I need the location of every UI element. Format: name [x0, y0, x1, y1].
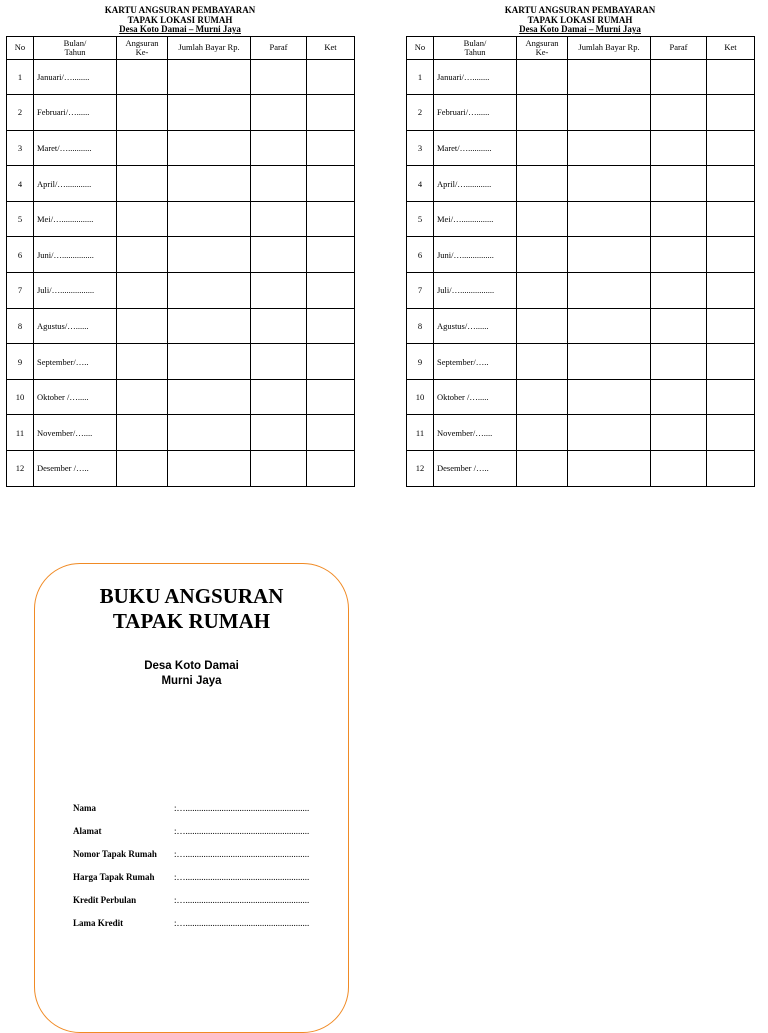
table-row	[7, 95, 355, 131]
row-ket	[307, 201, 355, 237]
table-row	[407, 166, 755, 202]
row-bulan: Februari/…......	[434, 95, 517, 131]
row-paraf	[651, 59, 707, 95]
row-paraf	[651, 201, 707, 237]
form-row	[73, 796, 314, 819]
row-jumlah	[568, 59, 651, 95]
table-row	[7, 308, 355, 344]
row-ket	[707, 95, 755, 131]
table-row	[407, 95, 755, 131]
cover-form	[73, 796, 314, 934]
row-ket	[307, 415, 355, 451]
card-title-line1: KARTU ANGSURAN PEMBAYARAN	[104, 5, 256, 15]
row-bulan: Januari/…........	[34, 59, 117, 95]
row-ket	[707, 451, 755, 487]
row-bulan: Juni/…...............	[34, 237, 117, 273]
cover-title-line2: TAPAK RUMAH	[112, 609, 271, 633]
row-bulan: Desember /…..	[34, 451, 117, 487]
cover-title-line1: BUKU ANGSURAN	[99, 584, 284, 608]
row-paraf	[251, 273, 307, 309]
row-bulan: Maret/…...........	[34, 130, 117, 166]
row-angsuran	[117, 415, 168, 451]
cover-subtitle-line2: Murni Jaya	[161, 675, 222, 687]
row-jumlah	[168, 451, 251, 487]
row-jumlah	[568, 201, 651, 237]
row-no: 7	[7, 273, 34, 309]
row-bulan: September/…..	[434, 344, 517, 380]
row-ket	[707, 201, 755, 237]
row-paraf	[251, 201, 307, 237]
row-jumlah	[568, 237, 651, 273]
header-bulan: Bulan/ Tahun	[434, 36, 517, 59]
header-paraf: Paraf	[251, 36, 307, 59]
row-ket	[707, 237, 755, 273]
row-paraf	[251, 166, 307, 202]
row-no: 2	[7, 95, 34, 131]
row-angsuran	[117, 95, 168, 131]
row-jumlah	[168, 379, 251, 415]
form-row	[73, 865, 314, 888]
table-header-row	[407, 36, 755, 59]
form-label: Kredit Perbulan	[73, 894, 137, 905]
row-jumlah	[168, 201, 251, 237]
row-angsuran	[117, 379, 168, 415]
row-angsuran	[517, 415, 568, 451]
row-paraf	[651, 237, 707, 273]
row-no: 12	[407, 451, 434, 487]
row-no: 1	[407, 59, 434, 95]
row-ket	[307, 59, 355, 95]
table-row	[7, 59, 355, 95]
table-row	[7, 237, 355, 273]
row-jumlah	[568, 344, 651, 380]
row-jumlah	[568, 451, 651, 487]
row-ket	[307, 308, 355, 344]
row-jumlah	[568, 130, 651, 166]
row-bulan: April/…............	[34, 166, 117, 202]
card-title-line3: Desa Koto Damai – Murni Jaya	[519, 24, 641, 34]
installment-table	[406, 36, 755, 487]
row-no: 9	[407, 344, 434, 380]
row-angsuran	[117, 59, 168, 95]
row-paraf	[251, 344, 307, 380]
row-bulan: Juli/…................	[434, 273, 517, 309]
row-angsuran	[517, 451, 568, 487]
row-paraf	[651, 273, 707, 309]
row-no: 10	[407, 379, 434, 415]
header-jumlah: Jumlah Bayar Rp.	[568, 36, 651, 59]
row-paraf	[251, 237, 307, 273]
card-title	[6, 6, 354, 35]
row-ket	[707, 130, 755, 166]
row-ket	[307, 95, 355, 131]
row-no: 10	[7, 379, 34, 415]
header-jumlah: Jumlah Bayar Rp.	[168, 36, 251, 59]
row-no: 8	[407, 308, 434, 344]
form-fill-line: :….......................................................	[174, 825, 310, 836]
row-ket	[307, 451, 355, 487]
row-no: 5	[407, 201, 434, 237]
table-header-row	[7, 36, 355, 59]
row-bulan: Mei/…...............	[434, 201, 517, 237]
table-row	[407, 201, 755, 237]
row-angsuran	[517, 344, 568, 380]
table-row	[7, 273, 355, 309]
row-paraf	[251, 451, 307, 487]
row-bulan: Mei/…...............	[34, 201, 117, 237]
form-row	[73, 911, 314, 934]
table-row	[7, 166, 355, 202]
row-ket	[307, 344, 355, 380]
table-row	[407, 130, 755, 166]
row-bulan: Juli/…................	[34, 273, 117, 309]
card-title-line3: Desa Koto Damai – Murni Jaya	[119, 24, 241, 34]
row-paraf	[651, 379, 707, 415]
table-row	[7, 344, 355, 380]
form-row	[73, 888, 314, 911]
row-no: 12	[7, 451, 34, 487]
row-jumlah	[168, 130, 251, 166]
row-jumlah	[568, 415, 651, 451]
row-no: 6	[407, 237, 434, 273]
cover-title	[35, 584, 348, 634]
cover-subtitle-line1: Desa Koto Damai	[144, 660, 239, 672]
row-paraf	[251, 308, 307, 344]
table-row	[407, 273, 755, 309]
card-title-line2: TAPAK LOKASI RUMAH	[527, 14, 633, 25]
form-row	[73, 842, 314, 865]
row-no: 3	[407, 130, 434, 166]
row-paraf	[651, 166, 707, 202]
row-angsuran	[117, 237, 168, 273]
row-jumlah	[568, 166, 651, 202]
row-no: 2	[407, 95, 434, 131]
header-ket: Ket	[707, 36, 755, 59]
row-angsuran	[117, 308, 168, 344]
row-bulan: November/…....	[34, 415, 117, 451]
row-bulan: Oktober /….....	[34, 379, 117, 415]
row-ket	[707, 379, 755, 415]
row-paraf	[651, 451, 707, 487]
row-bulan: November/…....	[434, 415, 517, 451]
row-angsuran	[517, 166, 568, 202]
row-bulan: Agustus/…......	[434, 308, 517, 344]
row-bulan: Agustus/…......	[34, 308, 117, 344]
row-jumlah	[568, 273, 651, 309]
form-label: Nama	[73, 802, 96, 813]
row-ket	[307, 130, 355, 166]
table-row	[7, 415, 355, 451]
row-angsuran	[117, 201, 168, 237]
row-angsuran	[517, 308, 568, 344]
row-bulan: April/…............	[434, 166, 517, 202]
card-title-line1: KARTU ANGSURAN PEMBAYARAN	[504, 5, 656, 15]
row-angsuran	[117, 130, 168, 166]
cover-subtitle	[35, 659, 348, 689]
form-label: Alamat	[73, 825, 102, 836]
row-jumlah	[168, 59, 251, 95]
row-angsuran	[117, 344, 168, 380]
row-angsuran	[517, 95, 568, 131]
row-ket	[307, 237, 355, 273]
header-angsuran: Angsuran Ke-	[517, 36, 568, 59]
form-fill-line: :….......................................................	[174, 871, 310, 882]
row-no: 1	[7, 59, 34, 95]
row-jumlah	[568, 379, 651, 415]
header-bulan: Bulan/ Tahun	[34, 36, 117, 59]
table-row	[7, 130, 355, 166]
row-ket	[707, 59, 755, 95]
row-bulan: Februari/…......	[34, 95, 117, 131]
form-fill-line: :….......................................................	[174, 894, 310, 905]
row-no: 4	[7, 166, 34, 202]
table-row	[407, 415, 755, 451]
header-angsuran: Angsuran Ke-	[117, 36, 168, 59]
row-jumlah	[168, 308, 251, 344]
row-ket	[707, 344, 755, 380]
row-angsuran	[517, 130, 568, 166]
row-angsuran	[517, 59, 568, 95]
row-paraf	[651, 308, 707, 344]
form-label: Harga Tapak Rumah	[73, 871, 155, 882]
table-row	[407, 379, 755, 415]
row-ket	[307, 166, 355, 202]
row-angsuran	[517, 273, 568, 309]
row-no: 6	[7, 237, 34, 273]
row-paraf	[251, 95, 307, 131]
row-ket	[707, 273, 755, 309]
row-bulan: Juni/…...............	[434, 237, 517, 273]
form-label: Lama Kredit	[73, 917, 124, 928]
header-no: No	[7, 36, 34, 59]
row-no: 4	[407, 166, 434, 202]
row-angsuran	[517, 379, 568, 415]
row-paraf	[251, 130, 307, 166]
row-no: 5	[7, 201, 34, 237]
book-cover	[34, 563, 349, 1033]
row-bulan: September/…..	[34, 344, 117, 380]
header-paraf: Paraf	[651, 36, 707, 59]
row-no: 8	[7, 308, 34, 344]
table-row	[7, 201, 355, 237]
table-row	[7, 379, 355, 415]
row-angsuran	[517, 201, 568, 237]
form-fill-line: :….......................................................	[174, 848, 310, 859]
card-title	[406, 6, 754, 35]
form-fill-line: :….......................................................	[174, 917, 310, 928]
row-ket	[707, 308, 755, 344]
row-jumlah	[568, 308, 651, 344]
row-angsuran	[117, 273, 168, 309]
row-no: 11	[7, 415, 34, 451]
row-ket	[707, 166, 755, 202]
row-paraf	[651, 415, 707, 451]
table-row	[407, 59, 755, 95]
row-jumlah	[568, 95, 651, 131]
row-paraf	[651, 130, 707, 166]
row-paraf	[651, 344, 707, 380]
row-jumlah	[168, 237, 251, 273]
form-row	[73, 819, 314, 842]
row-angsuran	[117, 451, 168, 487]
row-bulan: Desember /…..	[434, 451, 517, 487]
table-row	[407, 308, 755, 344]
installment-card-left	[6, 6, 354, 487]
row-paraf	[251, 379, 307, 415]
header-no: No	[407, 36, 434, 59]
row-paraf	[251, 415, 307, 451]
row-no: 9	[7, 344, 34, 380]
header-ket: Ket	[307, 36, 355, 59]
form-fill-line: :….......................................................	[174, 802, 310, 813]
row-no: 3	[7, 130, 34, 166]
row-no: 7	[407, 273, 434, 309]
row-jumlah	[168, 95, 251, 131]
table-row	[407, 237, 755, 273]
table-row	[7, 451, 355, 487]
row-angsuran	[517, 237, 568, 273]
card-title-line2: TAPAK LOKASI RUMAH	[127, 14, 233, 25]
row-bulan: Maret/…...........	[434, 130, 517, 166]
row-paraf	[251, 59, 307, 95]
table-row	[407, 344, 755, 380]
row-jumlah	[168, 415, 251, 451]
row-ket	[707, 415, 755, 451]
row-jumlah	[168, 344, 251, 380]
form-label: Nomor Tapak Rumah	[73, 848, 157, 859]
row-bulan: Oktober /….....	[434, 379, 517, 415]
row-paraf	[651, 95, 707, 131]
row-no: 11	[407, 415, 434, 451]
row-angsuran	[117, 166, 168, 202]
installment-table	[6, 36, 355, 487]
row-ket	[307, 273, 355, 309]
row-bulan: Januari/…........	[434, 59, 517, 95]
installment-card-right	[406, 6, 754, 487]
row-jumlah	[168, 273, 251, 309]
row-ket	[307, 379, 355, 415]
table-row	[407, 451, 755, 487]
row-jumlah	[168, 166, 251, 202]
